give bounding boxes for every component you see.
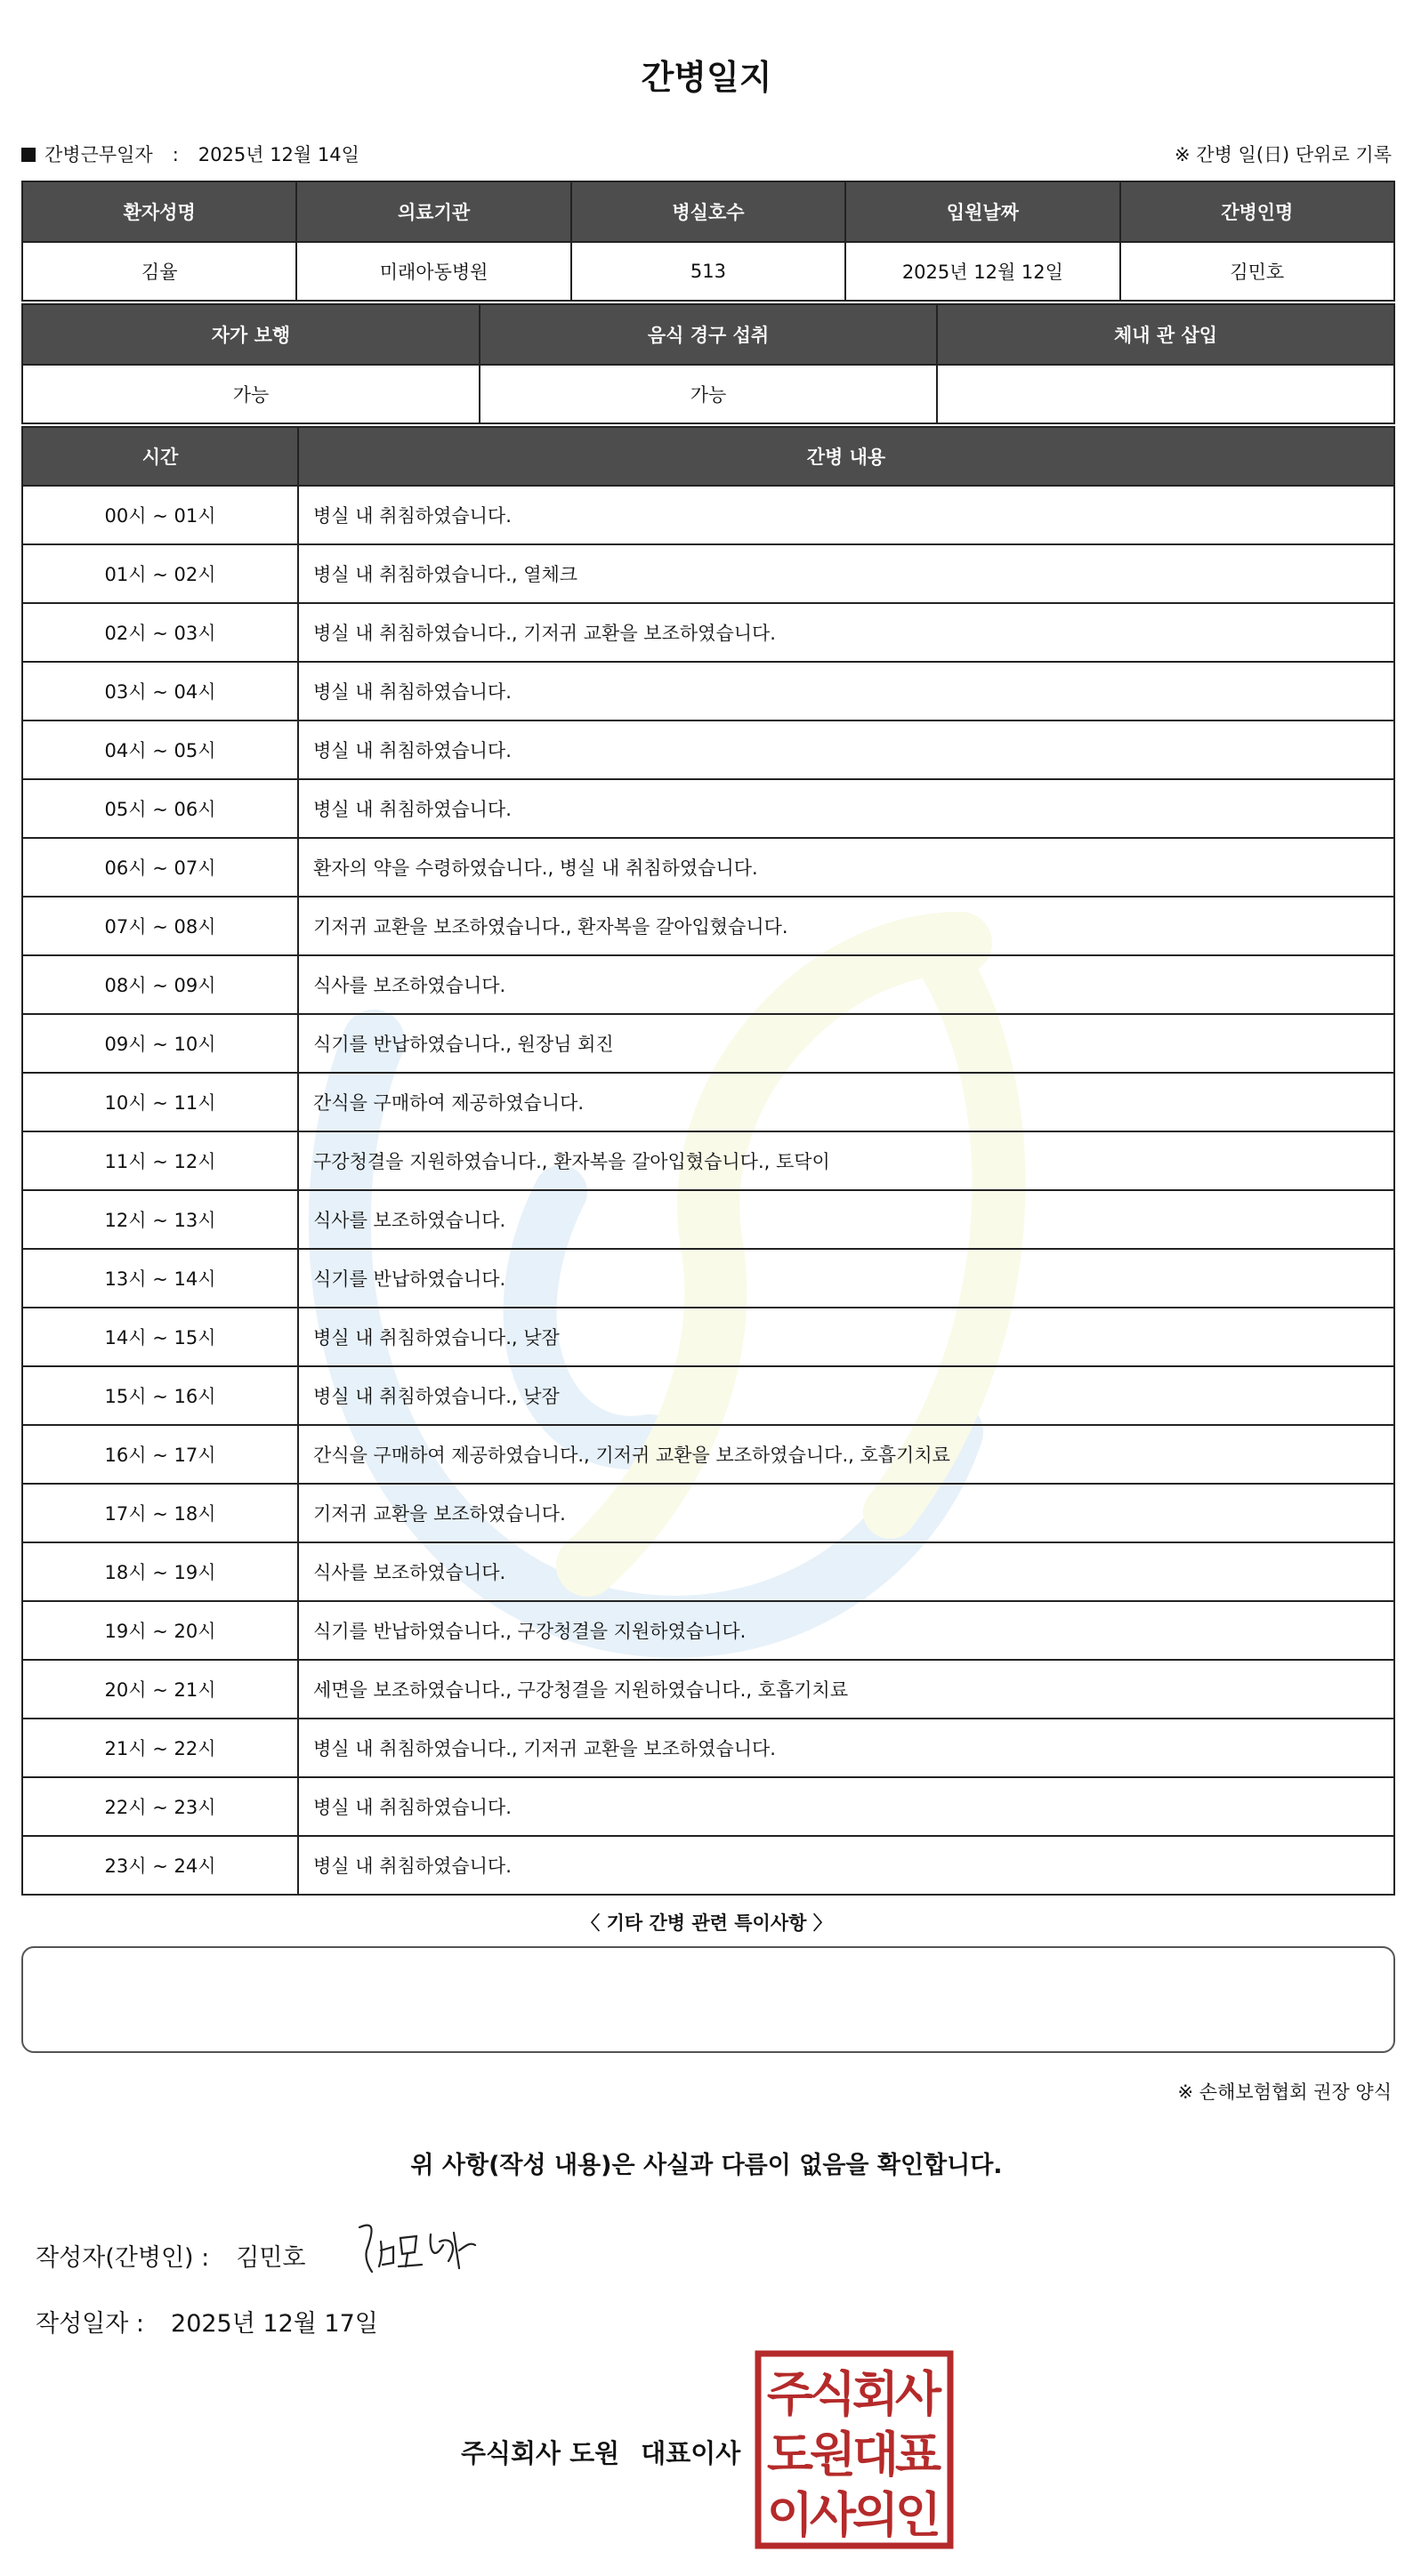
care-log-time: 11시 ~ 12시	[22, 1131, 298, 1190]
care-log-row	[22, 1073, 1394, 1131]
svg-text:주: 주	[766, 2366, 814, 2422]
care-date-label: 간병근무일자	[44, 144, 153, 165]
caregiver-name: 김민호	[1120, 242, 1394, 301]
care-log-content: 식사를 보조하였습니다.	[298, 955, 1394, 1014]
care-log-time: 03시 ~ 04시	[22, 662, 298, 720]
care-log-row	[22, 1131, 1394, 1190]
written-date-value: 2025년 12월 17일	[171, 2310, 378, 2338]
care-log-header-row	[22, 427, 1394, 486]
care-log-content: 기저귀 교환을 보조하였습니다., 환자복을 갈아입혔습니다.	[298, 897, 1394, 955]
room-number-header: 병실호수	[571, 181, 845, 242]
square-bullet-icon	[21, 148, 36, 162]
confirmation-statement: 위 사항(작성 내용)은 사실과 다름이 없음을 확인합니다.	[410, 2152, 1003, 2179]
care-log-time: 16시 ~ 17시	[22, 1425, 298, 1484]
company-seal-stamp	[755, 2350, 954, 2549]
care-log-content: 식기를 반납하였습니다., 구강청결을 지원하였습니다.	[298, 1601, 1394, 1660]
care-content-header: 간병 내용	[298, 427, 1394, 486]
care-log-time: 23시 ~ 24시	[22, 1836, 298, 1895]
care-date-separator: :	[172, 144, 179, 165]
patient-info-table	[21, 181, 1395, 302]
care-log-time: 02시 ~ 03시	[22, 603, 298, 662]
care-log-row	[22, 1425, 1394, 1484]
care-log-time: 01시 ~ 02시	[22, 544, 298, 603]
care-log-row	[22, 838, 1394, 897]
patient-info-header-row	[22, 181, 1394, 242]
care-log-row	[22, 1660, 1394, 1719]
company-signoff	[461, 2434, 740, 2470]
svg-text:식: 식	[809, 2366, 857, 2422]
patient-name-header: 환자성명	[22, 181, 296, 242]
care-log-time: 18시 ~ 19시	[22, 1542, 298, 1601]
care-log-table	[21, 426, 1395, 1896]
special-notes-box	[21, 1946, 1395, 2053]
care-log-row	[22, 779, 1394, 838]
company-name: 주식회사 도원	[461, 2438, 620, 2468]
care-log-content: 병실 내 취침하였습니다., 낮잠	[298, 1366, 1394, 1425]
care-log-content: 기저귀 교환을 보조하였습니다.	[298, 1484, 1394, 1542]
admission-date: 2025년 12월 12일	[845, 242, 1119, 301]
care-log-row	[22, 662, 1394, 720]
care-log-row	[22, 1777, 1394, 1836]
svg-text:도: 도	[766, 2427, 814, 2483]
care-log-time: 20시 ~ 21시	[22, 1660, 298, 1719]
care-log-body	[22, 486, 1394, 1895]
representative-title: 대표이사	[641, 2438, 741, 2468]
care-log-row	[22, 1836, 1394, 1895]
care-log-content: 식기를 반납하였습니다., 원장님 회진	[298, 1014, 1394, 1073]
care-log-row	[22, 720, 1394, 779]
care-log-row	[22, 1014, 1394, 1073]
care-log-time: 17시 ~ 18시	[22, 1484, 298, 1542]
care-log-time: 12시 ~ 13시	[22, 1190, 298, 1249]
svg-text:이: 이	[766, 2487, 814, 2543]
care-log-row	[22, 1249, 1394, 1308]
care-log-row	[22, 1542, 1394, 1601]
care-log-row	[22, 603, 1394, 662]
care-log-content: 구강청결을 지원하였습니다., 환자복을 갈아입혔습니다., 토닥이	[298, 1131, 1394, 1190]
form-recommendation-note: ※ 손해보험협회 권장 양식	[1177, 2081, 1392, 2103]
svg-text:회: 회	[852, 2366, 900, 2422]
care-log-content: 병실 내 취침하였습니다., 낮잠	[298, 1308, 1394, 1366]
care-date-value: 2025년 12월 14일	[198, 144, 359, 165]
writer-label: 작성자(간병인) :	[36, 2244, 210, 2272]
care-log-time: 19시 ~ 20시	[22, 1601, 298, 1660]
care-log-content: 병실 내 취침하였습니다.	[298, 720, 1394, 779]
care-log-time: 10시 ~ 11시	[22, 1073, 298, 1131]
room-number: 513	[571, 242, 845, 301]
svg-text:대: 대	[852, 2427, 900, 2483]
care-log-time: 00시 ~ 01시	[22, 486, 298, 544]
svg-text:의: 의	[852, 2487, 900, 2543]
svg-text:사: 사	[894, 2366, 942, 2422]
care-log-content: 식사를 보조하였습니다.	[298, 1190, 1394, 1249]
care-log-content: 병실 내 취침하였습니다.	[298, 1777, 1394, 1836]
care-log-row	[22, 1601, 1394, 1660]
care-log-time: 22시 ~ 23시	[22, 1777, 298, 1836]
patient-name: 김율	[22, 242, 296, 301]
care-log-time: 08시 ~ 09시	[22, 955, 298, 1014]
page-title: 간병일지	[641, 58, 772, 97]
care-log-content: 환자의 약을 수령하였습니다., 병실 내 취침하였습니다.	[298, 838, 1394, 897]
self-walking-header: 자가 보행	[22, 304, 480, 365]
writer-line	[36, 2238, 306, 2273]
patient-status-header-row	[22, 304, 1394, 365]
tube-insertion-header: 체내 관 삽입	[937, 304, 1394, 365]
written-date-line	[36, 2304, 378, 2339]
writer-name: 김민호	[236, 2244, 306, 2272]
care-date	[21, 141, 359, 167]
oral-intake-header: 음식 경구 섭취	[480, 304, 937, 365]
admission-date-header: 입원날짜	[845, 181, 1119, 242]
time-header: 시간	[22, 427, 298, 486]
care-log-content: 병실 내 취침하였습니다., 열체크	[298, 544, 1394, 603]
care-log-content: 병실 내 취침하였습니다.	[298, 1836, 1394, 1895]
patient-status-value-row	[22, 365, 1394, 423]
care-log-content: 세면을 보조하였습니다., 구강청결을 지원하였습니다., 호흡기치료	[298, 1660, 1394, 1719]
self-walking-value: 가능	[22, 365, 480, 423]
caregiver-name-header: 간병인명	[1120, 181, 1394, 242]
care-log-row	[22, 1190, 1394, 1249]
care-log-time: 15시 ~ 16시	[22, 1366, 298, 1425]
care-log-content: 병실 내 취침하였습니다., 기저귀 교환을 보조하였습니다.	[298, 603, 1394, 662]
care-log-row	[22, 1484, 1394, 1542]
tube-insertion-value	[937, 365, 1394, 423]
care-log-time: 09시 ~ 10시	[22, 1014, 298, 1073]
care-log-time: 21시 ~ 22시	[22, 1719, 298, 1777]
care-log-row	[22, 1719, 1394, 1777]
care-log-row	[22, 486, 1394, 544]
care-log-content: 병실 내 취침하였습니다.	[298, 486, 1394, 544]
care-log-time: 06시 ~ 07시	[22, 838, 298, 897]
hospital-name: 미래아동병원	[296, 242, 570, 301]
svg-text:표: 표	[894, 2427, 942, 2483]
care-log-content: 간식을 구매하여 제공하였습니다.	[298, 1073, 1394, 1131]
patient-status-table	[21, 303, 1395, 424]
care-log-row	[22, 955, 1394, 1014]
care-log-row	[22, 1308, 1394, 1366]
care-log-content: 식사를 보조하였습니다.	[298, 1542, 1394, 1601]
care-log-time: 05시 ~ 06시	[22, 779, 298, 838]
oral-intake-value: 가능	[480, 365, 937, 423]
record-note: ※ 간병 일(日) 단위로 기록	[1175, 144, 1392, 165]
svg-text:인: 인	[894, 2487, 942, 2543]
handwritten-signature	[354, 2215, 488, 2277]
care-log-time: 13시 ~ 14시	[22, 1249, 298, 1308]
care-log-row	[22, 897, 1394, 955]
care-log-row	[22, 1366, 1394, 1425]
care-log-time: 14시 ~ 15시	[22, 1308, 298, 1366]
care-log-content: 간식을 구매하여 제공하였습니다., 기저귀 교환을 보조하였습니다., 호흡기치료	[298, 1425, 1394, 1484]
care-log-time: 07시 ~ 08시	[22, 897, 298, 955]
care-log-content: 병실 내 취침하였습니다., 기저귀 교환을 보조하였습니다.	[298, 1719, 1394, 1777]
hospital-header: 의료기관	[296, 181, 570, 242]
care-log-content: 병실 내 취침하였습니다.	[298, 662, 1394, 720]
patient-info-value-row	[22, 242, 1394, 301]
care-log-time: 04시 ~ 05시	[22, 720, 298, 779]
written-date-label: 작성일자 :	[36, 2310, 145, 2338]
notes-title: 〈 기타 간병 관련 특이사항 〉	[581, 1912, 832, 1934]
svg-text:원: 원	[809, 2427, 857, 2483]
care-log-row	[22, 544, 1394, 603]
care-log-content: 식기를 반납하였습니다.	[298, 1249, 1394, 1308]
care-log-content: 병실 내 취침하였습니다.	[298, 779, 1394, 838]
svg-text:사: 사	[809, 2487, 857, 2543]
